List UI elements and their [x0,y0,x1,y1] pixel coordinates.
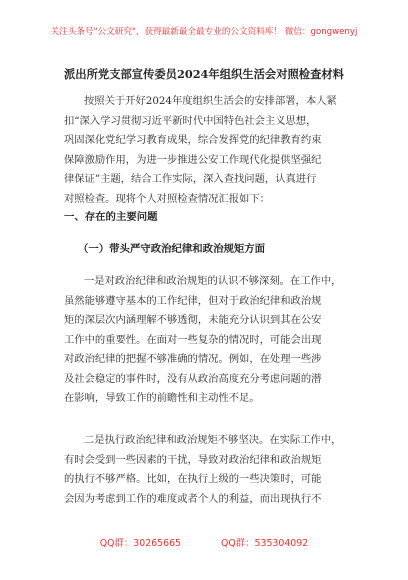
paragraph-line: 按照关于开好2024年度组织生活会的安排部署，本人紧 [84,95,337,107]
banner-promo-text: 关注头条号"公文研究"，获得最新最全最专业的公文资料库！ 微信：gongwenyj [50,27,358,37]
paragraph-line: 会因为考虑到工作的难度或者个人的利益，而出现执行不 [64,492,322,505]
section-heading: 一、存在的主要问题 [64,211,158,223]
paragraph-line: 巩固深化党纪学习教育成果，综合发挥党的纪律教育约束 [64,134,322,146]
footer-qq-group-1: QQ群：30265665 [99,538,182,549]
paragraph-line: 对照检查。现将个人对照检查情况汇报如下： [64,192,270,205]
paragraph-line: 扣“深入学习贯彻习近平新时代中国特色社会主义思想， [64,114,317,127]
body-paragraph-1 [64,272,356,409]
paragraph-line: 律保证”主题，结合工作实际，深入查找问题，认真进行 [64,173,317,185]
paragraph-line: 在影响，导致工作的前瞻性和主动性不足。 [64,392,260,404]
paragraph-line: 的执行不够严格。比如，在执行上级的一些决策时，可能 [64,473,322,485]
body-paragraph-2 [64,431,356,509]
paragraph-line: 虽然能够遵守基本的工作纪律，但对于政治纪律和政治规 [64,294,322,307]
paragraph-line: 矩的深层次内涵理解不够透彻，未能充分认识到其在公安 [64,314,322,326]
subsection-heading: （一）带头严守政治纪律和政治规矩方面 [78,243,266,255]
footer-qq-group-2: QQ群：535304092 [221,538,309,549]
footer-contact [0,535,408,549]
paragraph-line: 对政治纪律的把握不够准确的情况。例如，在处理一些涉 [64,353,322,365]
intro-paragraph [64,92,356,209]
header-banner [0,0,408,50]
paragraph-line: 有时会受到一些因素的干扰，导致对政治纪律和政治规矩 [64,453,322,466]
paragraph-line: 保障激励作用，为进一步推进公安工作现代化提供坚强纪 [64,153,322,166]
paragraph-line: 工作中的重要性。在面对一些复杂的情况时，可能会出现 [64,333,322,346]
document-title: 派出所党支部宣传委员2024年组织生活会对照检查材料 [64,67,344,81]
paragraph-line: 一是对政治纪律和政治规矩的认识不够深刻。在工作中， [84,275,342,287]
paragraph-line: 及社会稳定的事件时，没有从政治高度充分考虑问题的潜 [64,372,322,385]
paragraph-line: 二是执行政治纪律和政治规矩不够坚决。在实际工作中， [84,434,342,446]
